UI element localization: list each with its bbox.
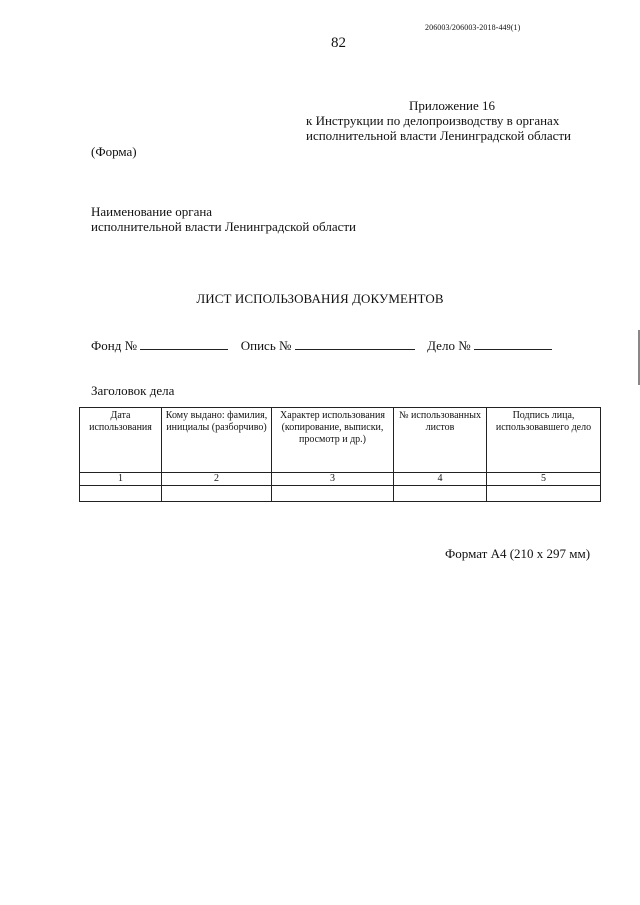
format-note: Формат А4 (210 х 297 мм) [445, 546, 591, 561]
column-number-2: 2 [162, 473, 272, 486]
archive-fields-row [91, 337, 552, 354]
organization-name-line-1: Наименование органа [91, 204, 213, 219]
appendix-line-1: к Инструкции по делопроизводству в органах [306, 113, 560, 128]
opis-blank [295, 337, 415, 350]
column-header-issued-to: Кому выдано: фамилия, инициалы (разборчиво) [162, 408, 272, 473]
table-row [80, 486, 601, 502]
appendix-line-2: исполнительной власти Ленинградской области [306, 128, 572, 143]
sheet-title: ЛИСТ ИСПОЛЬЗОВАНИЯ ДОКУМЕНТОВ [196, 291, 444, 306]
delo-blank [474, 337, 552, 350]
table-cell[interactable] [162, 486, 272, 502]
column-number-1: 1 [80, 473, 162, 486]
form-label: (Форма) [91, 144, 137, 159]
table-cell[interactable] [272, 486, 394, 502]
table-cell[interactable] [487, 486, 601, 502]
column-header-signature: Подпись лица, использовавшего дело [487, 408, 601, 473]
fond-blank [140, 337, 228, 350]
table-cell[interactable] [394, 486, 487, 502]
delo-label: Дело № [427, 338, 471, 353]
table-cell[interactable] [80, 486, 162, 502]
column-header-sheets: № использованных листов [394, 408, 487, 473]
table-number-row [80, 473, 601, 486]
column-number-3: 3 [272, 473, 394, 486]
document-code: 206003/206003-2018-449(1) [425, 23, 521, 32]
appendix-title: Приложение 16 [409, 98, 496, 113]
column-header-date: Дата использования [80, 408, 162, 473]
page-number: 82 [331, 35, 346, 51]
table-header-row [80, 408, 601, 473]
organization-name-line-2: исполнительной власти Ленинградской области [91, 219, 357, 234]
column-number-5: 5 [487, 473, 601, 486]
column-header-use-type: Характер использования (копирование, выписки, просмотр и др.) [272, 408, 394, 473]
document-use-table [79, 407, 601, 502]
opis-label: Опись № [240, 338, 292, 353]
fond-label: Фонд № [91, 338, 137, 353]
case-title-label: Заголовок дела [91, 383, 175, 398]
column-number-4: 4 [394, 473, 487, 486]
